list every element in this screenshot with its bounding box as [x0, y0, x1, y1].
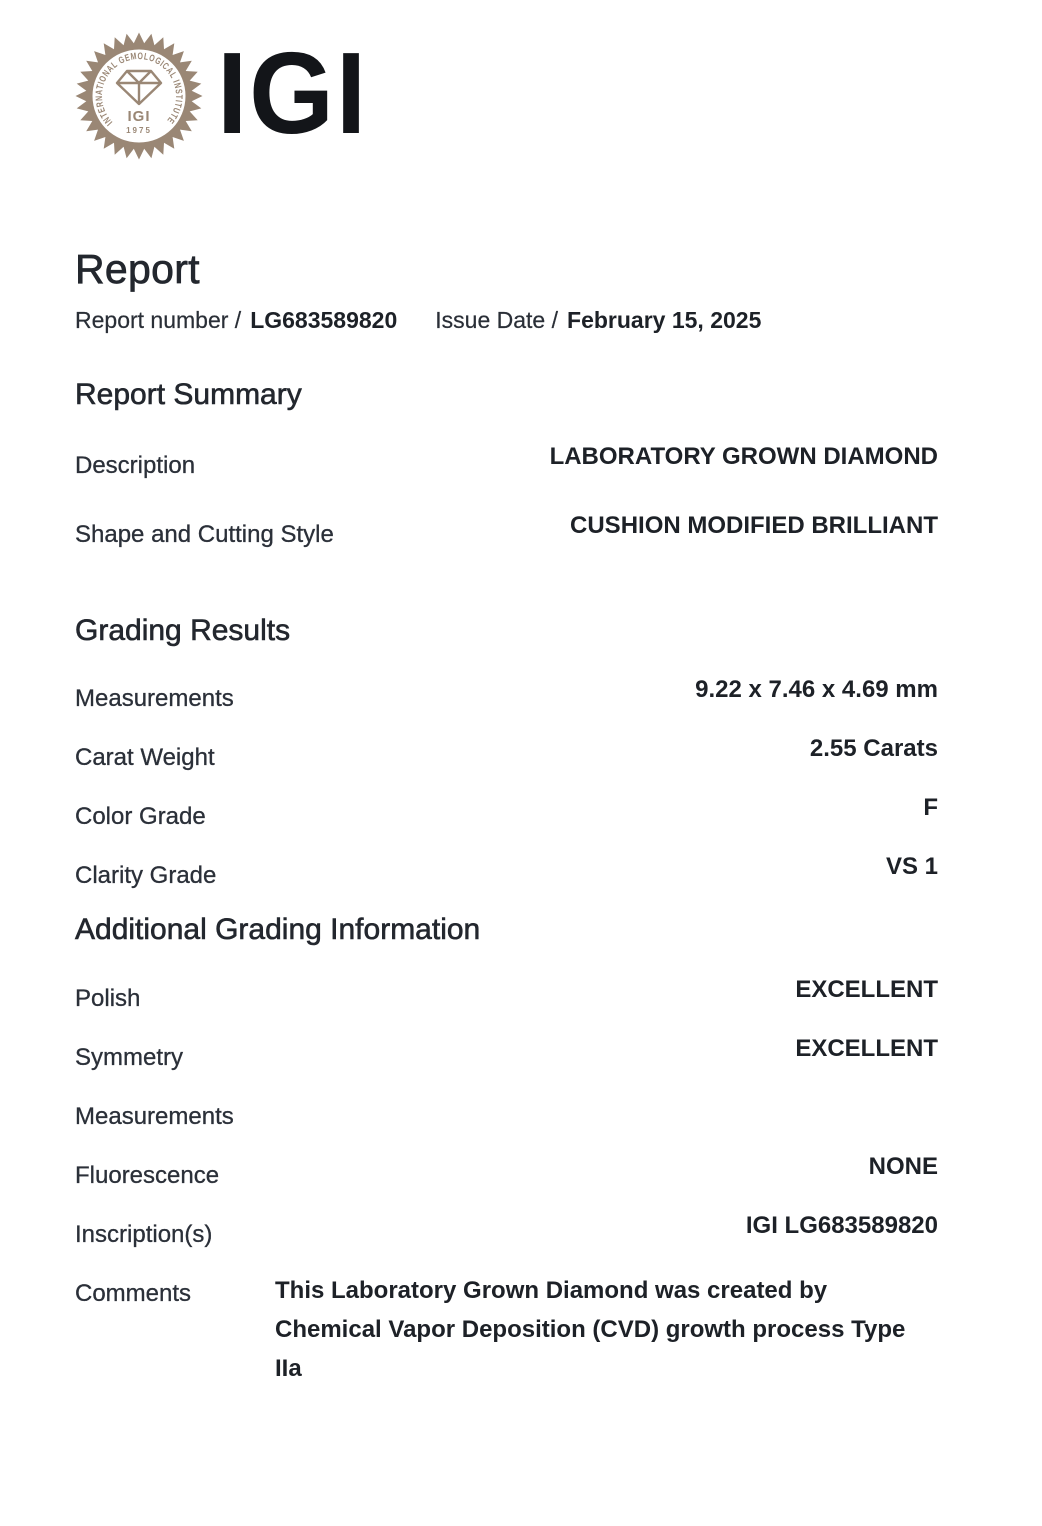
additional-grading-section [75, 911, 938, 1388]
issue-date-label: Issue Date / [435, 307, 559, 334]
row-label: Clarity Grade [75, 862, 217, 890]
row-carat-weight [75, 734, 938, 773]
seal-year-text: 1975 [126, 126, 152, 135]
row-label: Polish [75, 984, 141, 1012]
row-value: LABORATORY GROWN DIAMOND [549, 442, 938, 470]
row-fluorescence [75, 1152, 938, 1191]
row-value: VS 1 [885, 853, 938, 881]
issue-date-value: February 15, 2025 [567, 307, 762, 334]
grading-results-section [75, 612, 938, 892]
row-inscriptions [75, 1211, 938, 1250]
row-value: 2.55 Carats [809, 735, 938, 763]
seal-igi-text: IGI [127, 108, 151, 125]
row-label: Fluorescence [75, 1161, 220, 1189]
igi-logotype: IGI [217, 28, 369, 158]
comments-text: This Laboratory Grown Diamond was created by Chemical Vapor Deposition (CVD) growth process Type IIa [275, 1276, 906, 1382]
row-value: NONE [868, 1152, 938, 1180]
row-shape-and-cutting-style [75, 511, 938, 550]
row-label: Description [75, 451, 196, 479]
row-polish [75, 975, 938, 1014]
row-value: 9.22 x 7.46 x 4.69 mm [695, 676, 938, 704]
row-comments [75, 1270, 938, 1388]
row-label: Measurements [75, 1102, 234, 1130]
row-value: IGI LG683589820 [745, 1211, 938, 1239]
row-label: Color Grade [75, 803, 206, 831]
row-value: EXCELLENT [795, 1034, 938, 1062]
row-measurements-additional [75, 1093, 938, 1132]
row-measurements [75, 675, 938, 714]
row-label: Shape and Cutting Style [75, 520, 334, 548]
row-value: F [923, 794, 938, 822]
additional-grading-heading: Additional Grading Information [75, 913, 481, 947]
row-description [75, 442, 938, 481]
seal-circle-text: INTERNATIONAL GEMOLOGICAL INSTITUTE [93, 50, 185, 128]
row-label: Measurements [75, 685, 234, 713]
report-summary-heading: Report Summary [75, 378, 302, 412]
page-title: Report [75, 246, 200, 292]
row-symmetry [75, 1034, 938, 1073]
row-label: Symmetry [75, 1043, 183, 1071]
row-label: Carat Weight [75, 744, 215, 772]
row-label: Comments [75, 1279, 192, 1307]
row-clarity-grade [75, 852, 938, 891]
report-summary-section [75, 376, 938, 550]
report-meta [75, 307, 938, 334]
row-color-grade [75, 793, 938, 832]
report-number-label: Report number / [75, 307, 242, 334]
igi-seal-icon [75, 32, 203, 160]
row-label: Inscription(s) [75, 1220, 213, 1248]
grading-results-heading: Grading Results [75, 613, 291, 647]
row-value: EXCELLENT [795, 975, 938, 1003]
brand-header [75, 30, 938, 162]
row-value: CUSHION MODIFIED BRILLIANT [570, 511, 938, 539]
report-number-value: LG683589820 [250, 307, 398, 334]
